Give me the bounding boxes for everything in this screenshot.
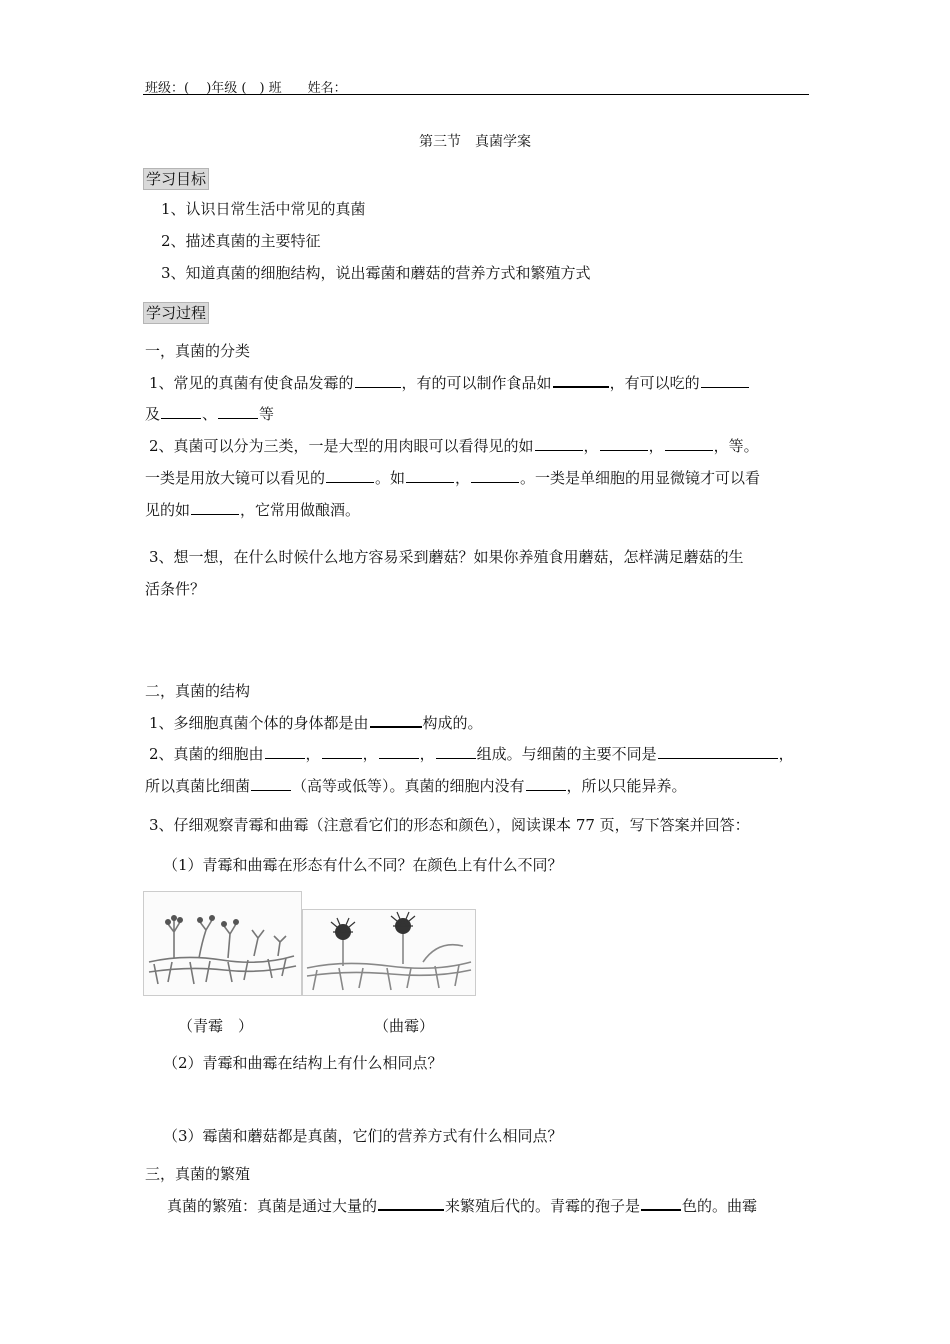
penicillium-illustration (144, 892, 301, 995)
question-2-2: 2、真菌的细胞由 ， ， ， 组成。与细菌的主要不同是 ， (149, 745, 794, 763)
blank[interactable] (218, 403, 258, 419)
blank[interactable] (370, 711, 422, 728)
goal-item: 1、认识日常生活中常见的真菌 (161, 200, 366, 218)
question-1-3-cont: 活条件？ (145, 580, 206, 598)
question-1-2-cont: 一类是用放大镜可以看见的 。如 ， 。一类是单细胞的用显微镜才可以看 (145, 469, 761, 487)
blank[interactable] (658, 743, 778, 759)
blank[interactable] (641, 1194, 681, 1211)
blank[interactable] (436, 743, 476, 759)
question-1-1: 1、常见的真菌有使食品发霉的 ，有的可以制作食品如 ，有可以吃的 (149, 371, 750, 393)
question-1-2: 2、真菌可以分为三类，一是大型的用肉眼可以看得见的如 ， ， ，等。 (149, 437, 759, 455)
caption-aspergillus: （曲霉） (374, 1017, 435, 1035)
reproduction-text: 真菌的繁殖：真菌是通过大量的 来繁殖后代的。青霉的孢子是 色的。曲霉 (167, 1194, 757, 1216)
blank[interactable] (251, 775, 291, 791)
question-2-3-1: （1）青霉和曲霉在形态有什么不同？在颜色上有什么不同？ (163, 856, 563, 874)
blank[interactable] (379, 743, 419, 759)
blank[interactable] (161, 403, 201, 419)
blank[interactable] (191, 499, 239, 515)
blank[interactable] (326, 467, 374, 483)
blank[interactable] (265, 743, 305, 759)
blank[interactable] (701, 372, 749, 388)
question-1-2-end: 见的如 ，它常用做酿酒。 (145, 501, 361, 519)
header-rule (143, 94, 809, 95)
blank[interactable] (471, 467, 519, 483)
penicillium-figure (143, 891, 302, 996)
blank[interactable] (665, 435, 713, 451)
goals-heading: 学习目标 (143, 168, 209, 190)
process-heading: 学习过程 (143, 302, 209, 324)
section3-heading: 三，真菌的繁殖 (145, 1165, 251, 1183)
aspergillus-illustration (303, 910, 475, 995)
blank[interactable] (553, 371, 609, 388)
goal-item: 3、知道真菌的细胞结构，说出霉菌和蘑菇的营养方式和繁殖方式 (161, 264, 591, 282)
question-2-2-cont: 所以真菌比细菌 （高等或低等）。真菌的细胞内没有 ，所以只能异养。 (145, 777, 687, 795)
section2-heading: 二，真菌的结构 (145, 682, 251, 700)
question-2-1: 1、多细胞真菌个体的身体都是由 构成的。 (149, 711, 483, 733)
blank[interactable] (406, 467, 454, 483)
question-1-1-cont: 及 、 等 (145, 405, 275, 423)
class-name-field: 班级：( )年级 ( ) 班 姓名： (145, 81, 347, 96)
page-title: 第三节 真菌学案 (419, 134, 531, 150)
blank[interactable] (355, 372, 401, 388)
aspergillus-figure (302, 909, 476, 996)
question-1-3: 3、想一想，在什么时候什么地方容易采到蘑菇？如果你养殖食用蘑菇，怎样满足蘑菇的生 (149, 548, 744, 566)
blank[interactable] (600, 435, 648, 451)
blank[interactable] (322, 743, 362, 759)
question-2-3: 3、仔细观察青霉和曲霉（注意看它们的形态和颜色），阅读课本 77 页，写下答案并回答： (149, 816, 750, 834)
section1-heading: 一，真菌的分类 (145, 342, 251, 360)
question-2-3-2: （2）青霉和曲霉在结构上有什么相同点？ (163, 1054, 443, 1072)
blank[interactable] (526, 775, 566, 791)
question-2-3-3: （3）霉菌和蘑菇都是真菌，它们的营养方式有什么相同点？ (163, 1127, 563, 1145)
blank[interactable] (535, 435, 583, 451)
goal-item: 2、描述真菌的主要特征 (161, 232, 321, 250)
blank[interactable] (378, 1194, 444, 1211)
caption-penicillium: （青霉 ） (178, 1017, 254, 1035)
